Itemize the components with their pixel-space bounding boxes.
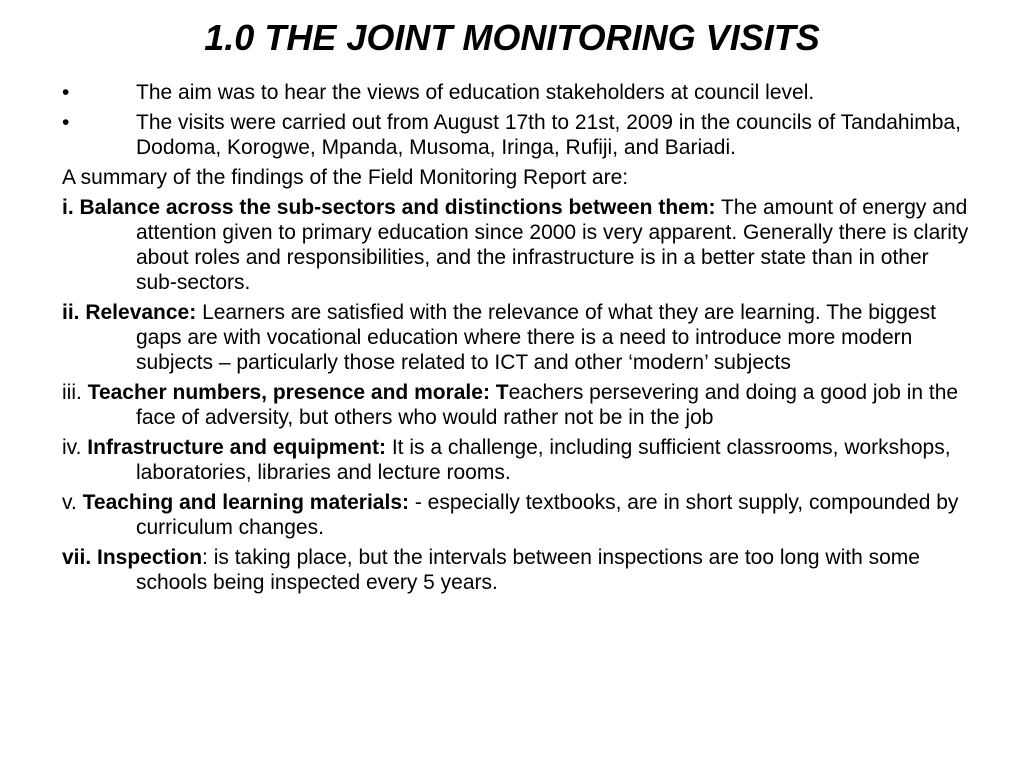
summary-intro: A summary of the findings of the Field Monitoring Report are: xyxy=(62,166,629,189)
finding-text: It is a challenge, including sufficient classrooms, workshops, laboratories, libraries and lecture rooms. xyxy=(136,436,951,484)
finding-text: - especially textbooks, are in short supply, compounded by curriculum changes. xyxy=(136,491,959,539)
slide-body xyxy=(62,80,972,600)
bullet-marker: • xyxy=(62,81,70,104)
bullet-text: The visits were carried out from August 17th to 21st, 2009 in the councils of Tandahimba, Dodoma, Korogwe, Mpanda, Musoma, Iringa, Rufiji, and Bariadi. xyxy=(136,111,961,159)
finding-prefix: iv. xyxy=(62,436,88,459)
slide-title: 1.0 THE JOINT MONITORING VISITS xyxy=(204,17,820,58)
finding-inspection xyxy=(62,545,972,595)
finding-prefix: iii. xyxy=(62,381,88,404)
finding-text: The amount of energy and attention given to primary education since 2000 is very apparent. Generally there is clarity about roles and responsibilities, and the infrastructure is in a better state than in other sub-sectors. xyxy=(136,196,969,294)
finding-heading: Teaching and learning materials: xyxy=(82,491,409,514)
finding-heading: Infrastructure and equipment: xyxy=(87,436,386,459)
bullet-item xyxy=(62,110,972,160)
finding-relevance xyxy=(62,300,972,375)
finding-heading: vii. Inspection xyxy=(62,546,203,569)
finding-heading: Teacher numbers, presence and morale: T xyxy=(87,381,509,404)
finding-text: : is taking place, but the intervals between inspections are too long with some schools being inspected every 5 years. xyxy=(136,546,920,594)
bullet-item xyxy=(62,80,972,105)
finding-prefix: v. xyxy=(62,491,83,514)
finding-materials xyxy=(62,490,972,540)
bullet-marker: • xyxy=(62,111,70,134)
finding-balance xyxy=(62,195,972,295)
finding-heading: ii. Relevance: xyxy=(62,301,197,324)
finding-infrastructure xyxy=(62,435,972,485)
bullet-text: The aim was to hear the views of education stakeholders at council level. xyxy=(136,81,815,104)
finding-text: Learners are satisfied with the relevance of what they are learning. The biggest gaps are with vocational education where there is a need to introduce more modern subjects – particularly those related to ICT and other ‘modern’ subjects xyxy=(136,301,936,374)
finding-heading: i. Balance across the sub-sectors and distinctions between them: xyxy=(62,196,716,219)
finding-text: eachers persevering and doing a good job in the face of adversity, but others who would rather not be in the job xyxy=(136,381,959,429)
finding-teachers xyxy=(62,380,972,430)
